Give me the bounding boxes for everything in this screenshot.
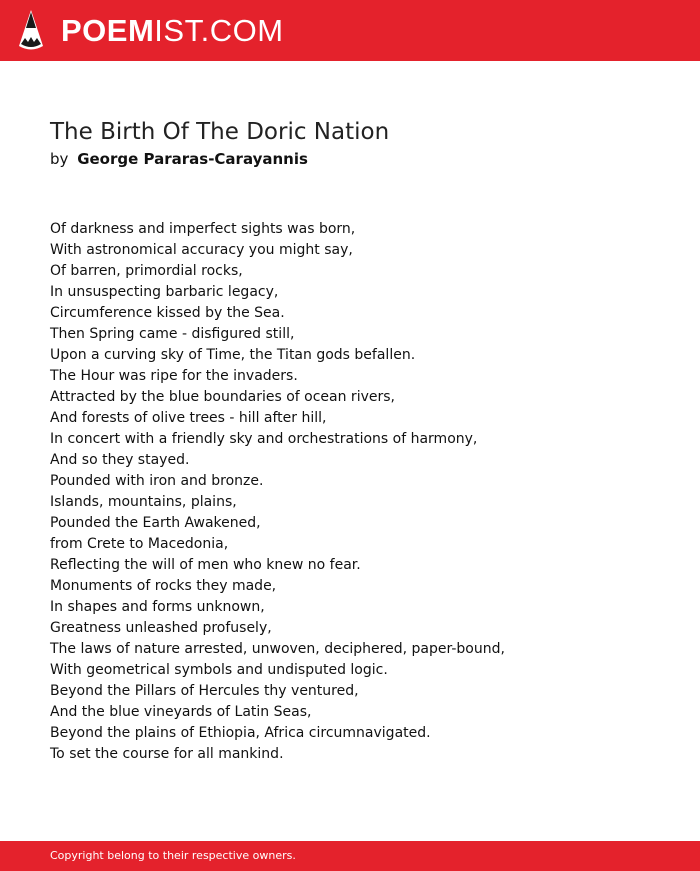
poem-line: Greatness unleashed profusely, — [50, 620, 272, 636]
poem-line: Attracted by the blue boundaries of ocean rivers, — [50, 389, 395, 405]
poem-line: Beyond the plains of Ethiopia, Africa circumnavigated. — [50, 725, 431, 741]
site-header — [0, 0, 700, 61]
poem-body — [50, 219, 505, 765]
poem-title: The Birth Of The Doric Nation — [50, 119, 390, 145]
poem-line: And the blue vineyards of Latin Seas, — [50, 704, 312, 720]
author-name: George Pararas-Carayannis — [77, 150, 308, 168]
copyright-notice: Copyright belong to their respective owners. — [50, 849, 296, 862]
poem-line: Pounded with iron and bronze. — [50, 473, 264, 489]
poem-line: Monuments of rocks they made, — [50, 578, 277, 594]
poem-line: Islands, mountains, plains, — [50, 494, 237, 510]
logo-text-light: IST.COM — [154, 13, 284, 48]
poem-line: In unsuspecting barbaric legacy, — [50, 284, 279, 300]
site-logo-text — [61, 9, 284, 52]
poem-line: Then Spring came - disfigured still, — [50, 326, 295, 342]
byline — [50, 149, 308, 169]
pencil-tip-icon — [18, 9, 44, 52]
poem-line: The laws of nature arrested, unwoven, deciphered, paper-bound, — [50, 641, 505, 657]
poem-line: Reflecting the will of men who knew no fear. — [50, 557, 361, 573]
poem-line: Upon a curving sky of Time, the Titan gods befallen. — [50, 347, 416, 363]
poem-line: With geometrical symbols and undisputed logic. — [50, 662, 388, 678]
poem-line: Circumference kissed by the Sea. — [50, 305, 285, 321]
poem-line: And so they stayed. — [50, 452, 190, 468]
poem-line: Beyond the Pillars of Hercules thy ventured, — [50, 683, 359, 699]
poem-line: Pounded the Earth Awakened, — [50, 515, 261, 531]
by-label: by — [50, 150, 69, 168]
poem-line: And forests of olive trees - hill after hill, — [50, 410, 327, 426]
poem-line: Of barren, primordial rocks, — [50, 263, 243, 279]
poem-line: from Crete to Macedonia, — [50, 536, 229, 552]
logo-text-bold: POEM — [61, 13, 155, 48]
poem-line: The Hour was ripe for the invaders. — [50, 368, 298, 384]
poem-line: Of darkness and imperfect sights was born, — [50, 221, 356, 237]
poem-line: To set the course for all mankind. — [50, 746, 284, 762]
poem-line: In shapes and forms unknown, — [50, 599, 265, 615]
poem-line: In concert with a friendly sky and orchestrations of harmony, — [50, 431, 478, 447]
site-logo-link[interactable] — [18, 9, 284, 52]
site-footer — [0, 841, 700, 871]
poem-line: With astronomical accuracy you might say, — [50, 242, 353, 258]
